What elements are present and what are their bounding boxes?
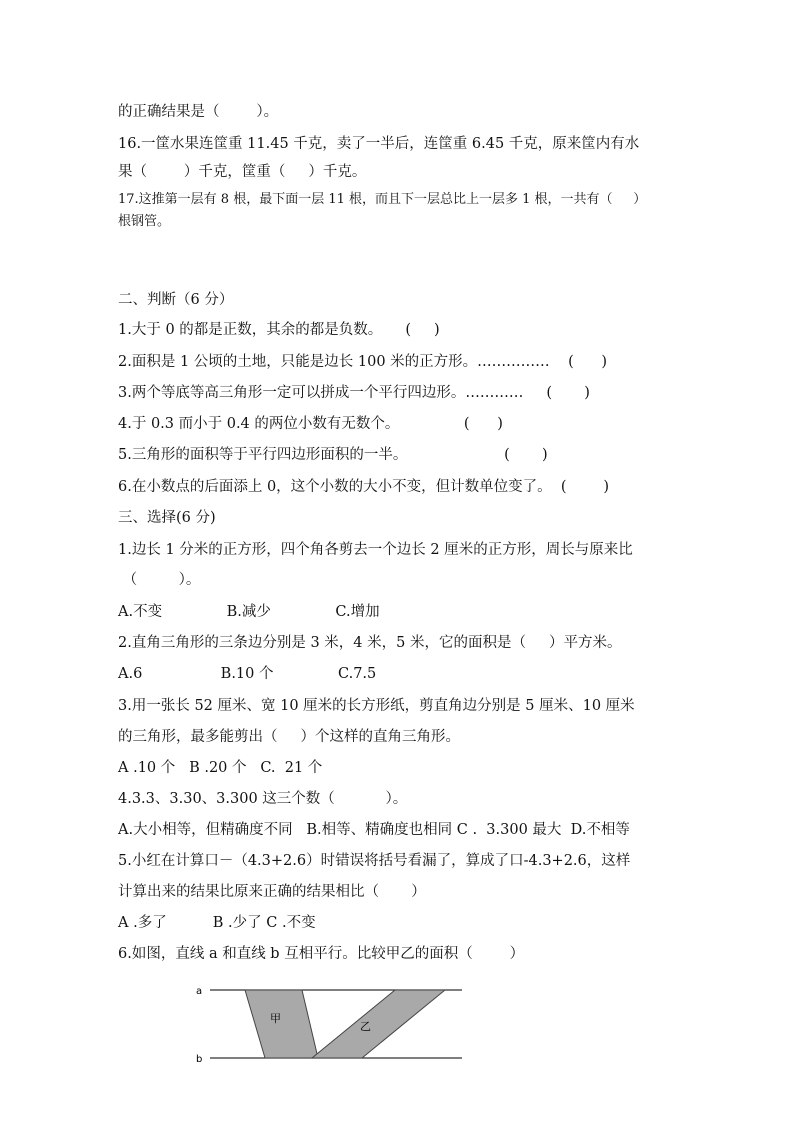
section-choice-heading: 三、选择(6 分) [118,510,216,526]
choice-q2-options: A.6 B.10 个 C.7.5 [118,666,377,682]
choice-q5-line2: 计算出来的结果比原来正确的结果相比（ ） [118,884,426,900]
choice-q2: 2.直角三角形的三条边分别是 3 米，4 米，5 米，它的面积是（ ）平方米。 [118,635,622,651]
choice-q1-line1: 1.边长 1 分米的正方形，四个角各剪去一个边长 2 厘米的正方形，周长与原来比 [118,542,633,558]
shape-jia [245,990,318,1058]
line-a-label: a [196,986,203,997]
q16-line2: 果（ ）千克，筐重（ ）千克。 [118,164,367,180]
judge-item-2: 2.面积是 1 公顷的土地，只能是边长 100 米的正方形。…………… ( ) [118,354,608,370]
judge-item-3: 3.两个等底等高三角形一定可以拼成一个平行四边形。………… ( ) [118,385,590,401]
q17-line1: 17.这推第一层有 8 根，最下面一层 11 根，而且下一层总比上一层多 1 根，一共有（ ） [118,192,647,207]
choice-q3-line2: 的三角形，最多能剪出（ ）个这样的直角三角形。 [118,729,461,745]
shape-yi [312,990,445,1058]
judge-item-5: 5.三角形的面积等于平行四边形面积的一半。 ( ) [118,447,548,463]
choice-q5-line1: 5.小红在计算口－（4.3+2.6）时错误将括号看漏了，算成了口-4.3+2.6，这样 [118,853,631,869]
choice-q1-line2: （ ）。 [118,572,201,588]
figure-svg [190,978,480,1068]
judge-item-4: 4.于 0.3 而小于 0.4 的两位小数有无数个。 ( ) [118,416,503,432]
choice-q1-options: A.不变 B.减少 C.增加 [118,604,380,620]
parallel-lines-figure [190,978,480,1068]
shape-jia-label: 甲 [270,1012,281,1025]
choice-q4: 4.3.3、3.30、3.300 这三个数（ ）。 [118,791,408,807]
q16-line1: 16.一筐水果连筐重 11.45 千克，卖了一半后，连筐重 6.45 千克，原来筐内有水 [118,136,640,152]
choice-q3-options: A .10 个 B .20 个 C. 21 个 [118,760,323,776]
judge-item-1: 1.大于 0 的都是正数，其余的都是负数。 ( ) [118,322,440,338]
choice-q4-options: A.大小相等，但精确度不同 B.相等、精确度也相同 C . 3.300 最大 D.不相等 [118,822,630,838]
choice-q6: 6.如图，直线 a 和直线 b 互相平行。比较甲乙的面积（ ） [118,946,525,962]
shape-yi-label: 乙 [360,1020,371,1033]
q15-tail: 的正确结果是（ ）。 [118,104,279,120]
section-judge-heading: 二、判断（6 分） [118,292,234,308]
judge-item-6: 6.在小数点的后面添上 0，这个小数的大小不变，但计数单位变了。 ( ) [118,479,610,495]
line-b-label: b [196,1054,203,1065]
choice-q3-line1: 3.用一张长 52 厘米、宽 10 厘米的长方形纸，剪直角边分别是 5 厘米、10 厘米 [118,698,635,714]
choice-q5-options: A .多了 B .少了 C .不变 [118,915,316,931]
q17-line2: 根钢管。 [118,214,171,229]
